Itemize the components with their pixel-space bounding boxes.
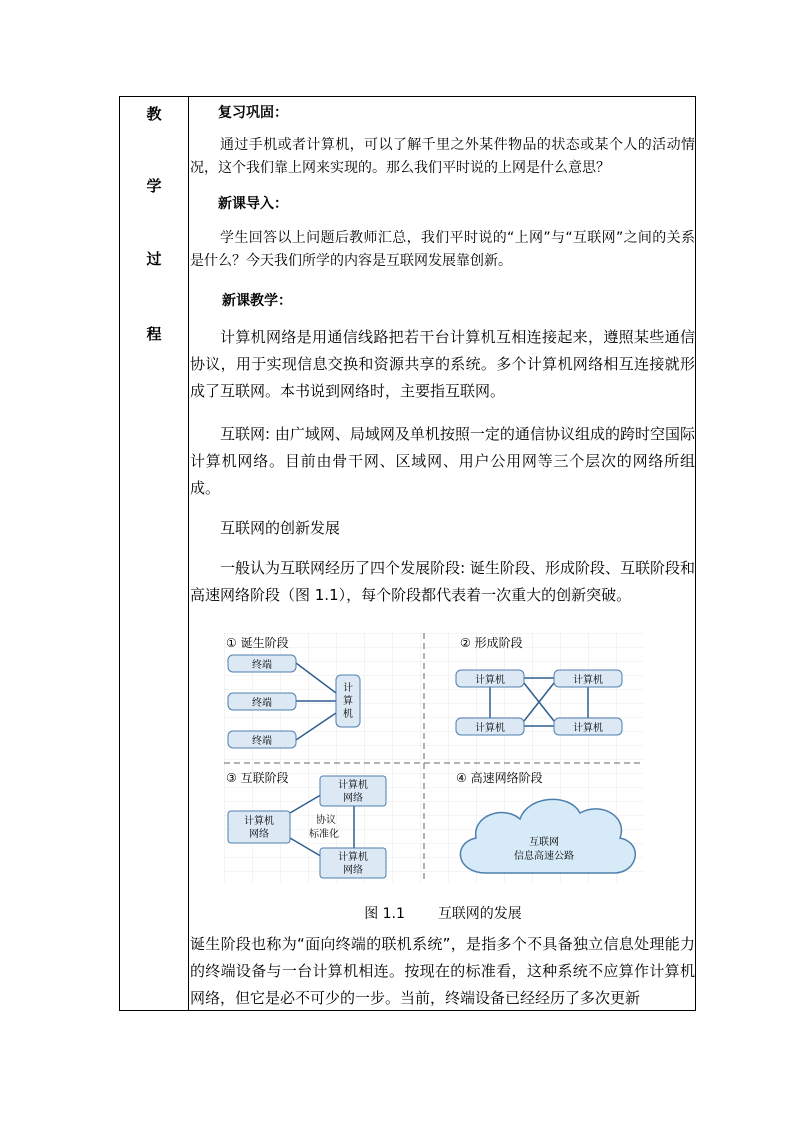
- stage2-computer-4: [554, 718, 622, 735]
- figure-caption-text: 互联网的发展: [437, 906, 522, 922]
- cloud-label-2: 信息高速公路: [514, 851, 574, 862]
- svg-text:计算机: 计算机: [573, 723, 603, 734]
- svg-text:计算机: 计算机: [475, 675, 505, 686]
- stage2-computer-3: [456, 718, 524, 735]
- mainframe-box: [336, 675, 360, 727]
- stage4-title: ④ 高速网络阶段: [456, 771, 543, 785]
- stage3-title: ③ 互联阶段: [226, 771, 289, 785]
- side-label-cheng: 程: [146, 325, 162, 343]
- stage3-network-bottom: [320, 848, 386, 878]
- stage2-title: ② 形成阶段: [460, 636, 523, 650]
- svg-text:计算机: 计算机: [475, 723, 505, 734]
- lesson-table: [119, 96, 696, 1011]
- protocol-label-2: 标准化: [309, 829, 339, 840]
- cloud-label-1: 互联网: [529, 837, 559, 848]
- terminal-box-3: [228, 731, 296, 748]
- teach-paragraph-2: 互联网: 由广域网、局域网及单机按照一定的通信协议组成的跨时空国际计算机网络。目前由骨干网、区域网、用户公用网等三个层次的网络所组成。: [190, 425, 695, 497]
- svg-text:机: 机: [343, 709, 353, 720]
- review-heading: 复习巩固：: [218, 105, 288, 121]
- svg-text:计算机: 计算机: [244, 816, 274, 827]
- figure-caption-number: 图 1.1: [364, 906, 405, 922]
- teach-paragraph-3: 互联网的创新发展: [220, 519, 341, 537]
- svg-text:终端: 终端: [252, 736, 272, 747]
- svg-text:计: 计: [343, 683, 353, 694]
- intro-heading: 新课导入：: [218, 196, 288, 212]
- svg-text:计算机: 计算机: [573, 675, 603, 686]
- internet-development-figure: [224, 633, 644, 883]
- side-label-jiao: 教: [146, 105, 162, 123]
- svg-text:网络: 网络: [343, 865, 363, 876]
- after-figure-text: 诞生阶段也称为“面向终端的联机系统”，是指多个不具备独立信息处理能力的终端设备与一台计算机相连。按现在的标准看，这种系统不应算作计算机网络，但它是必不可少的一步。当前，终端设备已经经历了多次更新: [190, 935, 695, 1007]
- stage2-computer-2: [554, 670, 622, 687]
- teach-paragraph-4: 一般认为互联网经历了四个发展阶段: 诞生阶段、形成阶段、互联阶段和高速网络阶段（图 1.1），每个阶段都代表着一次重大的创新突破。: [190, 559, 695, 604]
- svg-text:计算机: 计算机: [338, 780, 368, 791]
- terminal-box-1: [228, 655, 296, 672]
- svg-text:计算机: 计算机: [338, 852, 368, 863]
- stage3-network-top: [320, 776, 386, 806]
- stage2-computer-1: [456, 670, 524, 687]
- side-label-xue: 学: [146, 177, 162, 195]
- stage3-network-left: [228, 811, 290, 843]
- stage1-title: ① 诞生阶段: [226, 636, 289, 650]
- svg-text:网络: 网络: [343, 793, 363, 804]
- svg-text:终端: 终端: [252, 660, 272, 671]
- svg-text:网络: 网络: [249, 829, 269, 840]
- terminal-box-2: [228, 693, 296, 710]
- teach-paragraph-1: 计算机网络是用通信线路把若干台计算机互相连接起来，遵照某些通信协议，用于实现信息交换和资源共享的系统。多个计算机网络相互连接就形成了互联网。本书说到网络时，主要指互联网。: [190, 328, 695, 400]
- teach-heading: 新课教学：: [222, 293, 292, 309]
- side-label-guo: 过: [146, 250, 162, 268]
- svg-text:终端: 终端: [252, 698, 272, 709]
- figure-caption: [190, 903, 696, 923]
- column-divider: [188, 97, 189, 1010]
- review-text: 通过手机或者计算机，可以了解千里之外某件物品的状态或某个人的活动情况，这个我们靠上网来实现的。那么我们平时说的上网是什么意思？: [190, 137, 695, 176]
- svg-text:算: 算: [343, 696, 353, 707]
- protocol-label-1: 协议: [316, 815, 336, 826]
- intro-text: 学生回答以上问题后教师汇总，我们平时说的“上网”与“互联网”之间的关系是什么？今天我们所学的内容是互联网发展靠创新。: [190, 230, 695, 269]
